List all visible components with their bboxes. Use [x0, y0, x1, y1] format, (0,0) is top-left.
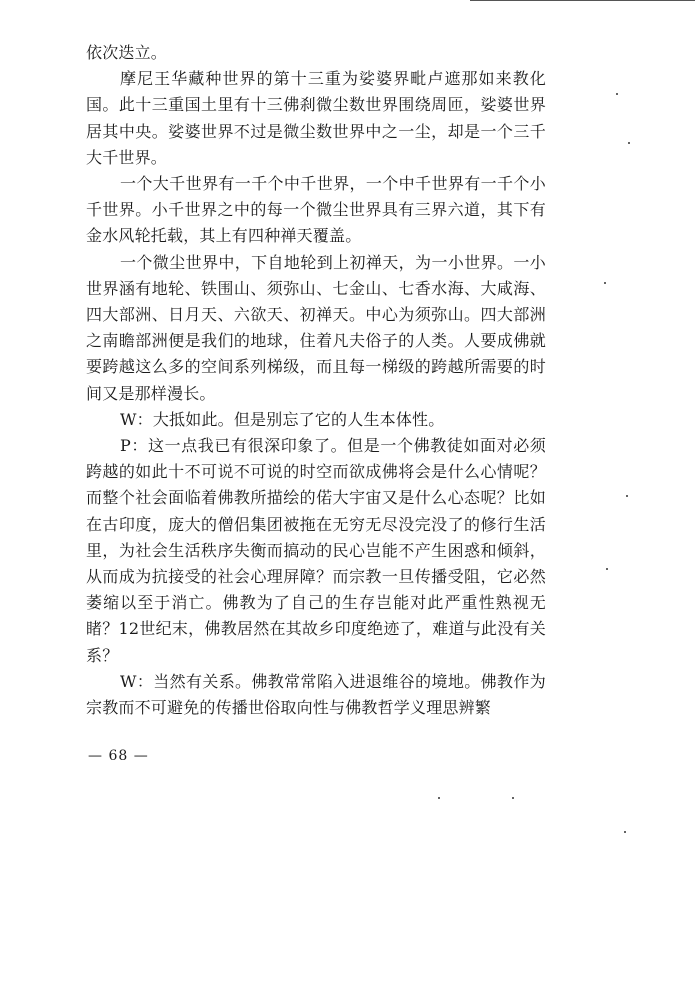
dialogue-w: W：大抵如此。但是别忘了它的人生本体性。 — [120, 409, 445, 429]
paragraph: 摩尼王华藏种世界的第十三重为娑婆界毗卢遮那如来教化国。此十三重国土里有十三佛刹微尘数世界围绕周匝，娑婆世界居其中央。娑婆世界不过是微尘数世界中之一尘，却是一个三千大千世界。 — [86, 69, 546, 167]
scan-speck — [604, 282, 606, 284]
scan-speck — [512, 797, 514, 799]
page-body — [86, 40, 546, 721]
page-number: — 68 — — [88, 748, 149, 764]
top-rule — [470, 0, 695, 1]
paragraph: 一个微尘世界中，下自地轮到上初禅天，为一小世界。一小世界涵有地轮、铁围山、须弥山、七金山、七香水海、大咸海、四大部洲、日月天、六欲天、初禅天。中心为须弥山。四大部洲之南瞻部洲便是我们的地球，住着凡夫俗子的人类。人要成佛就要跨越这么多的空间系列梯级，而且每一梯级的跨越所需要的时间又是那样漫长。 — [86, 252, 546, 403]
paragraph: 一个大千世界有一千个中千世界，一个中千世界有一千个小千世界。小千世界之中的每一个微尘世界具有三界六道，其下有金水风轮托载，其上有四种禅天覆盖。 — [86, 174, 546, 246]
scan-speck — [626, 495, 628, 497]
scan-speck — [606, 568, 608, 570]
paragraph-continuation: 依次迭立。 — [86, 43, 168, 62]
scan-speck — [438, 797, 440, 799]
scan-speck — [624, 831, 626, 833]
dialogue-w: W：当然有关系。佛教常常陷入进退维谷的境地。佛教作为宗教而不可避免的传播世俗取向性与佛教哲学义理思辨繁 — [86, 671, 546, 718]
scan-speck — [616, 93, 618, 95]
dialogue-p: P：这一点我已有很深印象了。但是一个佛教徒如面对必须跨越的如此十不可说不可说的时空而欲成佛将会是什么心情呢？而整个社会面临着佛教所描绘的偌大宇宙又是什么心态呢？比如在古印度，庞大的僧侣集团被拖在无穷无尽没完没了的修行生活里，为社会生活秩序失衡而搞动的民心岂能不产生困惑和倾斜，从而成为抗接受的社会心理屏障？而宗教一旦传播受阻，它必然萎缩以至于消亡。佛教为了自己的生存岂能对此严重性熟视无睹？12世纪末，佛教居然在其故乡印度绝迹了，难道与此没有关系？ — [86, 436, 546, 665]
scan-speck — [628, 142, 630, 144]
